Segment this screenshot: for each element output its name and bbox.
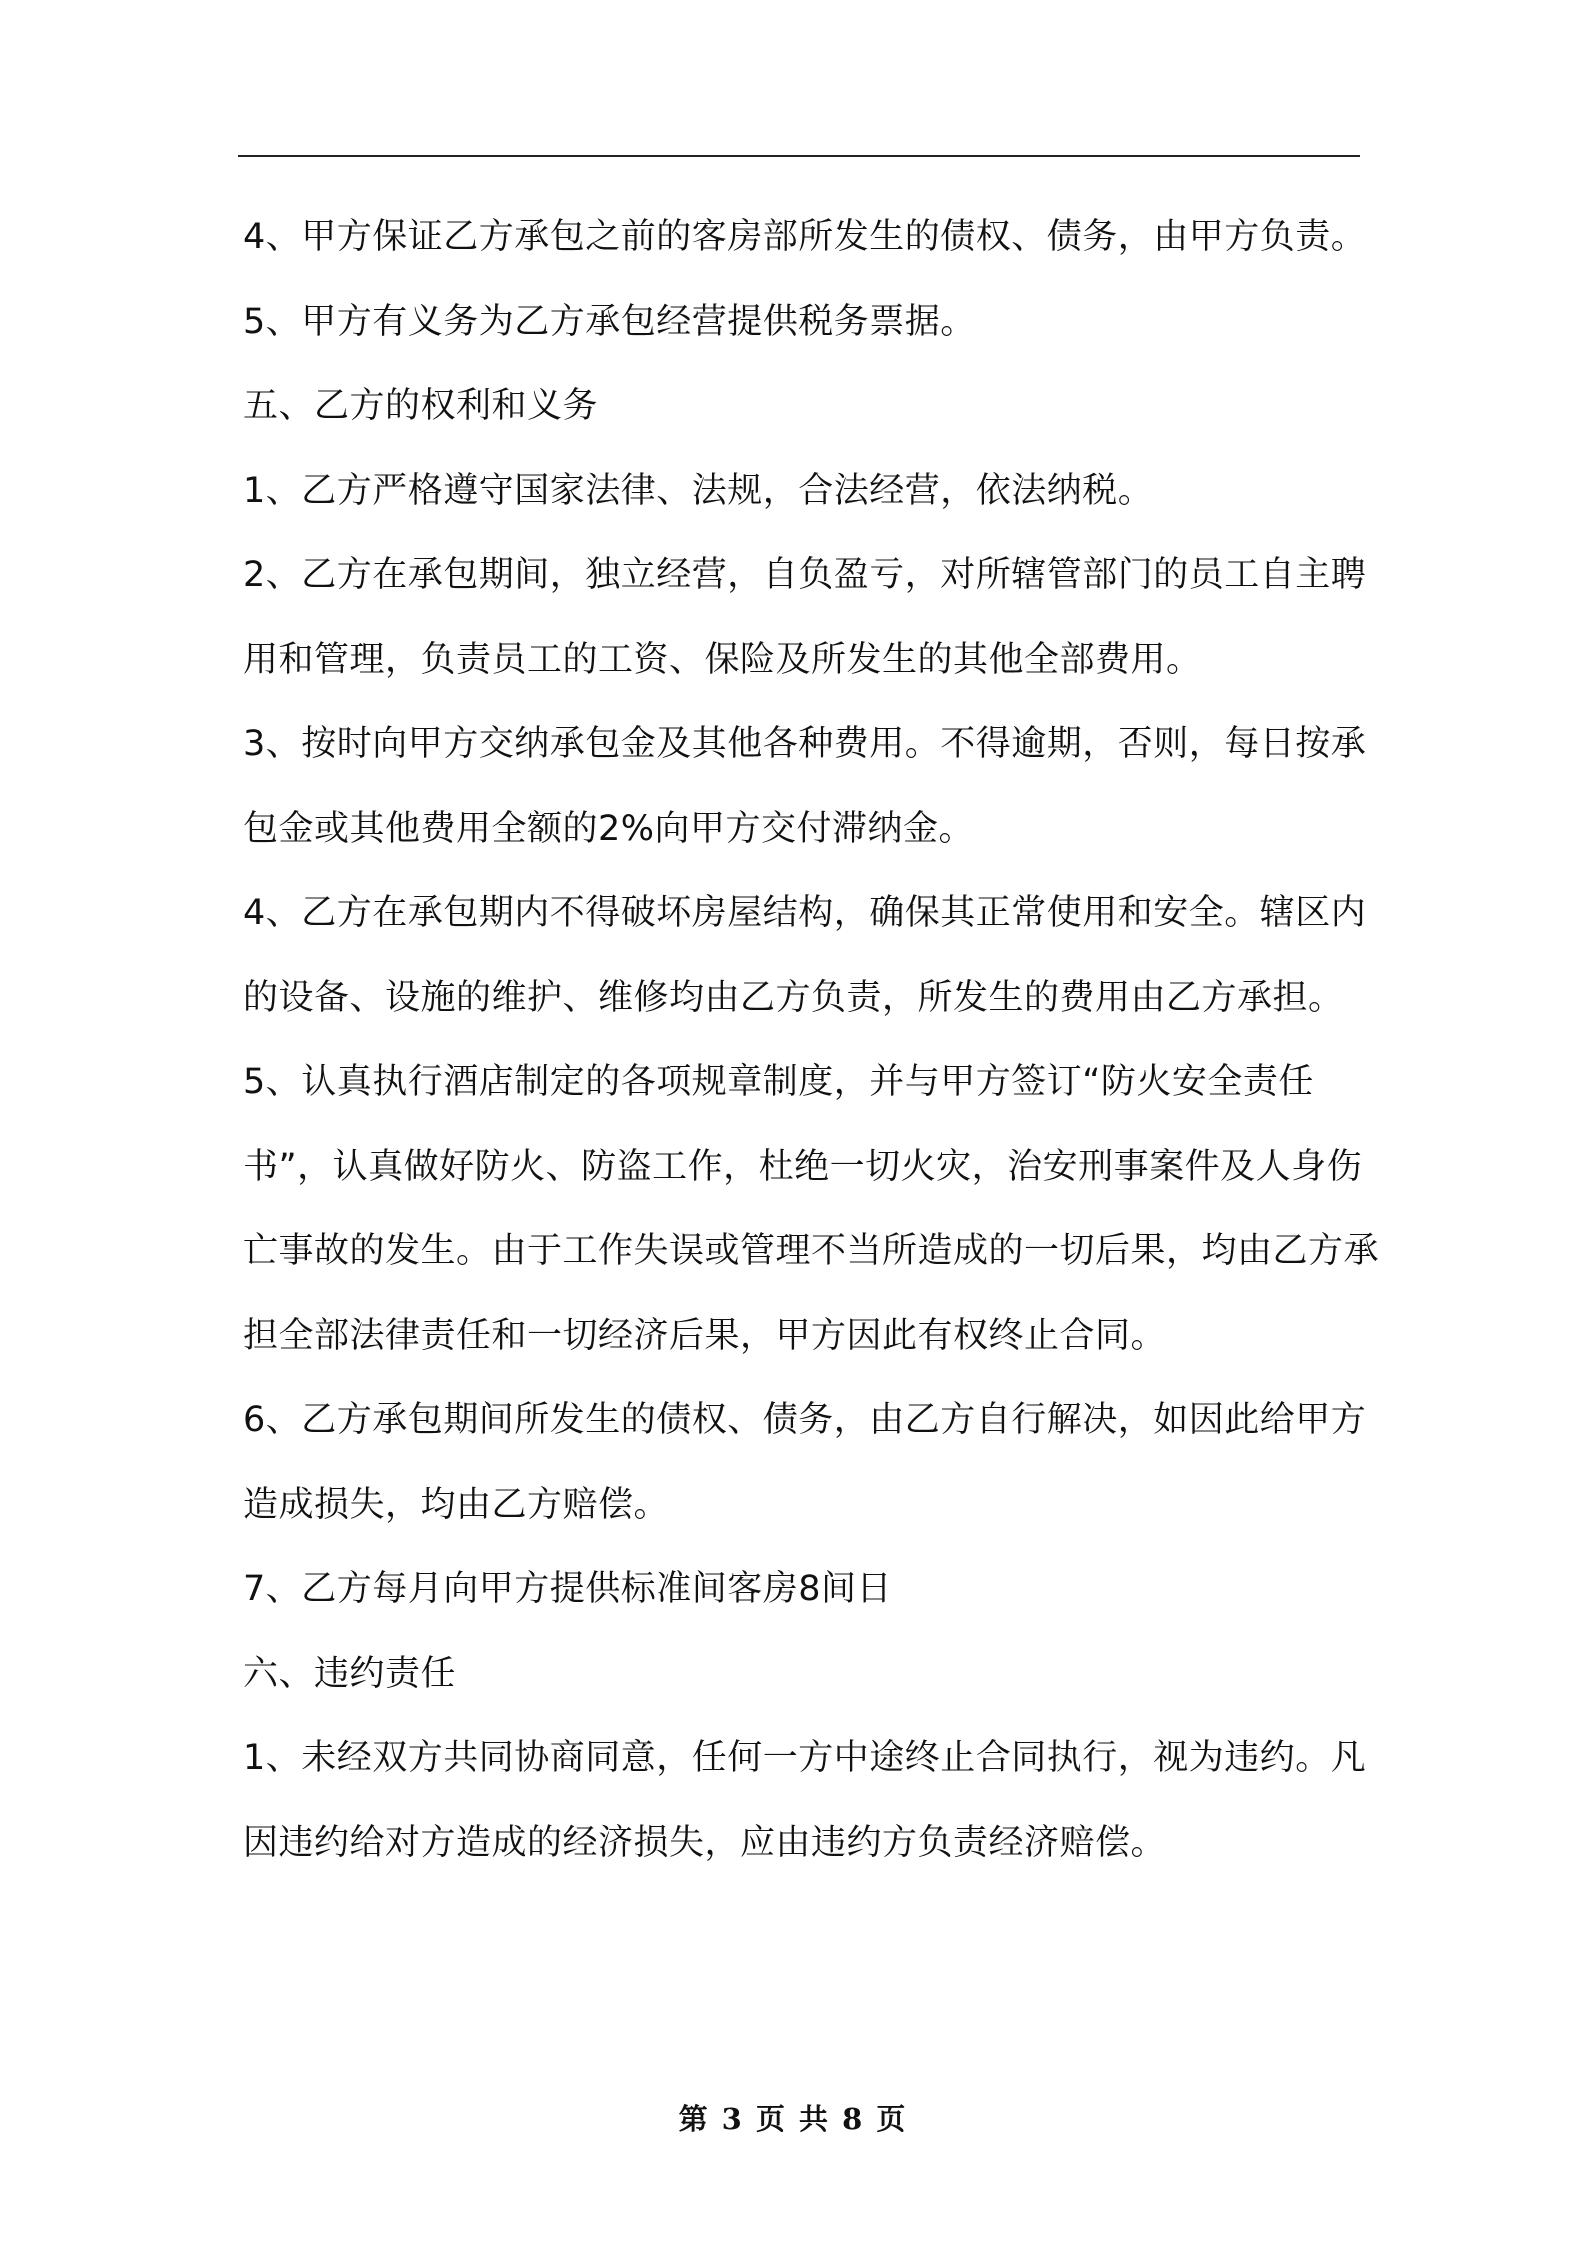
paragraph: 5、甲方有义务为乙方承包经营提供税务票据。 [243, 301, 976, 342]
paragraph: 4、乙方在承包期内不得破坏房屋结构，确保其正常使用和安全。辖区内的设备、设施的维护、维修均由乙方负责，所发生的费用由乙方承担。 [243, 893, 1367, 1018]
paragraph: 7、乙方每月向甲方提供标准间客房8间日 [243, 1569, 893, 1609]
page-number: 第 3 页 共 8 页 [678, 2102, 908, 2136]
paragraph: 5、认真执行酒店制定的各项规章制度，并与甲方签订“防火安全责任书”，认真做好防火、防盗工作，杜绝一切火灾，治安刑事案件及人身伤亡事故的发生。由于工作失误或管理不当所造成的一切后果，均由乙方承担全部法律责任和一切经济后果，甲方因此有权终止合同。 [243, 1062, 1380, 1356]
paragraph: 3、按时向甲方交纳承包金及其他各种费用。不得逾期，否则，每日按承包金或其他费用全额的2%向甲方交付滞纳金。 [243, 724, 1367, 849]
paragraph: 6、乙方承包期间所发生的债权、债务，由乙方自行解决，如因此给甲方造成损失，均由乙方赔偿。 [243, 1400, 1367, 1525]
paragraph: 4、甲方保证乙方承包之前的客房部所发生的债权、债务，由甲方负责。 [243, 217, 1367, 257]
paragraph: 1、乙方严格遵守国家法律、法规，合法经营，依法纳税。 [243, 470, 1154, 511]
section-heading: 六、违约责任 [243, 1653, 457, 1694]
paragraph: 2、乙方在承包期间，独立经营，自负盈亏，对所辖管部门的员工自主聘用和管理，负责员工的工资、保险及所发生的其他全部费用。 [243, 555, 1367, 680]
header-rule [238, 155, 1360, 157]
document-body [243, 195, 1383, 1885]
paragraph: 1、未经双方共同协商同意，任何一方中途终止合同执行，视为违约。凡因违约给对方造成的经济损失，应由违约方负责经济赔偿。 [243, 1738, 1367, 1863]
section-heading: 五、乙方的权利和义务 [243, 386, 599, 426]
